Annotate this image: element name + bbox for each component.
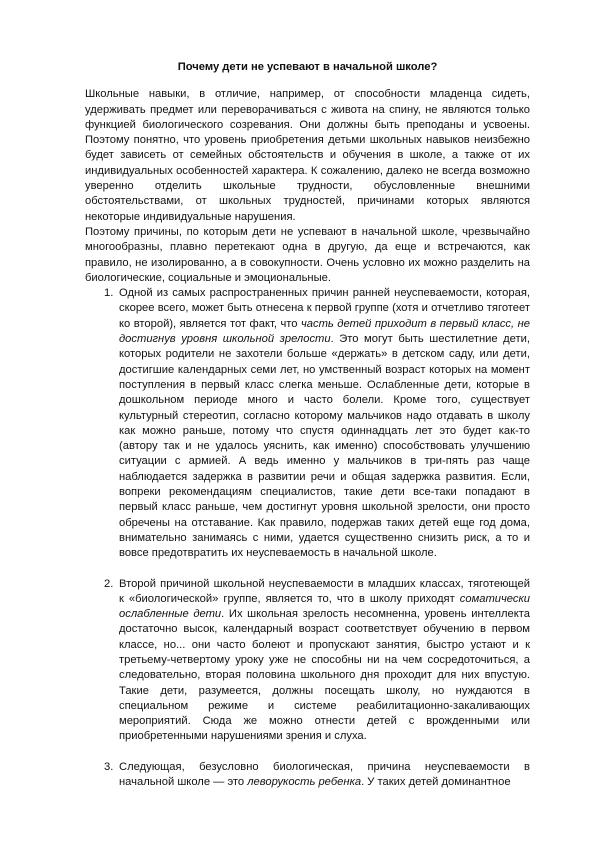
list-text: . Их школьная зрелость несомненна, уровень интеллекта достаточно высок, календарный возраст соответствует обучению в первом классе, но... они часто болеют и пропускают занятия, быстро устают и к третьему-четвертому уроку уже не способны ни на чем сосредоточиться, а следовательно, вторая половина школьного дня проходит для них впустую. Такие дети, разумеется, должны посещать школу, но нуждаются в специальном режиме и системе реабилитационно-закаливающих мероприятий. Сюда же можно отнести детей с врожденными или приобретенными нарушениями зрения и слуха. [119,608,530,743]
list-number: 2. [104,577,114,590]
list-emphasis: соматически ослабленные дети [119,592,530,621]
list-item [104,760,530,791]
list-text: Второй причиной школьной неуспеваемости в младших классах, тяготеющей к «биологической» группе, является то, что в школу приходят [119,577,530,605]
paragraph-intro: Школьные навыки, в отличие, например, от способности младенца сидеть, удерживать предмет или переворачиваться с живота на спину, не являются только функцией биологического созревания. Они должны быть преподаны и усвоены. Поэтому понятно, что уровень приобретения детьми школьных навыков неизбежно будет зависеть от семейных обстоятельств и обучения в школе, а также от их индивидуальных особенностей характера. К сожалению, далеко не всегда возможно уверенно отделить школьные трудности, обусловленные внешними обстоятельствами, от школьных трудностей, причинами которых являются некоторые индивидуальные нарушения. [85,88,530,223]
list-text: . У таких детей доминантное [361,776,511,789]
list-emphasis: леворукость ребенка [247,776,362,789]
list-number: 3. [104,760,114,773]
list-number: 1. [104,287,114,300]
causes-list [85,286,530,790]
list-text: Одной из самых распространенных причин ранней неуспеваемости, которая, скорее всего, может быть отнесена к первой группе (хотя и отчетливо тяготеет ко второй), является тот факт, что [119,287,530,330]
list-emphasis: часть детей приходит в первый класс, не достигнув уровня школьной зрелости [119,317,530,346]
list-item [104,286,530,561]
list-text: Следующая, безусловно биологическая, причина неуспеваемости в начальной школе — это [119,760,530,789]
list-item [104,577,530,745]
document-title: Почему дети не успевают в начальной школе? [177,61,438,73]
paragraph-causes: Поэтому причины, по которым дети не успевают в начальной школе, чрезвычайно многообразны, плавно перетекают одна в другую, да еще и встречаются, как правило, не изолированно, а в совокупности. Очень условно их можно разделить на биологические, социальные и эмоциональные. [85,225,530,284]
document-page [85,60,530,790]
list-text: . Это могут быть шестилетние дети, которых родители не захотели больше «держать» в детском саду, или дети, достигшие календарных семи лет, но умственный возраст которых на момент поступления в первый класс слегка меньше. Ослабленные дети, которые в дошкольном периоде много и часто болели. Кроме того, существует культурный стереотип, согласно которому мальчиков надо отдавать в школу как можно раньше, потому что спустя одиннадцать лет это будет как-то (автору так и не удалось уяснить, как именно) способствовать улучшению ситуации с армией. А ведь именно у мальчиков в три-пять раз чаще наблюдается задержка в развитии речи и общая задержка развития. Если, вопреки рекомендациям специалистов, такие дети все-таки попадают в первый класс раньше, чем достигнут уровня школьной зрелости, они просто обречены на отставание. Как правило, подержав таких детей еще год дома, внимательно занимаясь с ними, удается существенно снизить риск, а то и вовсе предотвратить их неуспеваемость в начальной школе. [119,333,530,560]
